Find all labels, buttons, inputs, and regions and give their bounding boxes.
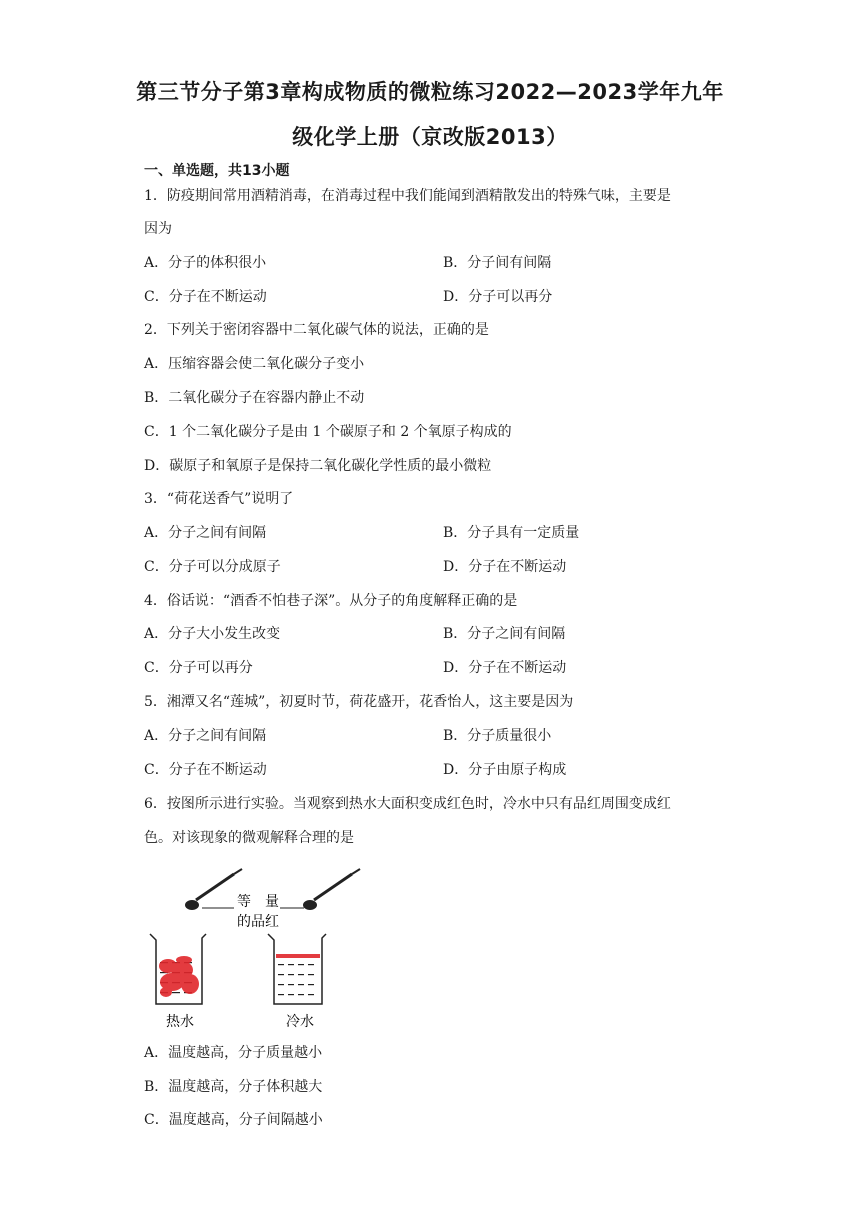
label-cold-water: 冷水 — [286, 1014, 314, 1030]
q3-option-c: C．分子可以分成原子 — [144, 559, 281, 575]
spoon-right-icon — [303, 869, 360, 910]
label-equal-amount: 等 量 — [237, 894, 279, 910]
cold-water-beaker — [268, 934, 326, 1004]
document-title-line-1: 第三节分子第3章构成物质的微粒练习2022—2023学年九年 — [136, 80, 724, 104]
q2-option-b: B．二氧化碳分子在容器内静止不动 — [144, 390, 365, 406]
q4-stem: 4．俗话说：“酒香不怕巷子深”。从分子的角度解释正确的是 — [144, 593, 518, 609]
label-pinkish-red: 的品红 — [237, 914, 279, 930]
q6-option-b: B．温度越高，分子体积越大 — [144, 1079, 323, 1095]
q5-option-a: A．分子之间有间隔 — [144, 728, 267, 744]
dye-surface-cold — [276, 954, 320, 958]
q4-option-c: C．分子可以再分 — [144, 660, 253, 676]
q3-option-a: A．分子之间有间隔 — [144, 525, 267, 541]
q2-option-c: C．1 个二氧化碳分子是由 1 个碳原子和 2 个氧原子构成的 — [144, 424, 512, 440]
label-hot-water: 热水 — [166, 1014, 194, 1030]
q1-option-a: A．分子的体积很小 — [144, 255, 267, 271]
q4-option-a: A．分子大小发生改变 — [144, 626, 281, 642]
q2-option-d: D．碳原子和氧原子是保持二氧化碳化学性质的最小微粒 — [144, 458, 492, 474]
q6-option-c: C．温度越高，分子间隔越小 — [144, 1112, 323, 1128]
section-heading: 一、单选题，共13小题 — [144, 163, 290, 179]
q6-stem-cont: 色。对该现象的微观解释合理的是 — [144, 830, 354, 846]
q3-option-d: D．分子在不断运动 — [443, 559, 567, 575]
q6-option-a: A．温度越高，分子质量越小 — [144, 1045, 323, 1061]
q5-option-b: B．分子质量很小 — [443, 728, 552, 744]
q3-stem: 3．“荷花送香气”说明了 — [144, 491, 294, 507]
spoon-left-icon — [185, 869, 242, 910]
experiment-figure — [144, 864, 374, 1034]
q2-stem: 2．下列关于密闭容器中二氧化碳气体的说法，正确的是 — [144, 322, 489, 338]
q3-option-b: B．分子具有一定质量 — [443, 525, 580, 541]
q1-option-c: C．分子在不断运动 — [144, 289, 267, 305]
q2-option-a: A．压缩容器会使二氧化碳分子变小 — [144, 356, 365, 372]
q1-option-b: B．分子间有间隔 — [443, 255, 552, 271]
hot-water-beaker — [150, 934, 206, 1004]
q1-option-d: D．分子可以再分 — [443, 289, 553, 305]
beaker-diagram — [144, 864, 374, 1034]
q5-option-c: C．分子在不断运动 — [144, 762, 267, 778]
q5-stem: 5．湘潭又名“莲城”，初夏时节，荷花盛开，花香怡人，这主要是因为 — [144, 694, 574, 710]
q1-stem-cont: 因为 — [144, 221, 172, 237]
q1-stem: 1．防疫期间常用酒精消毒，在消毒过程中我们能闻到酒精散发出的特殊气味，主要是 — [144, 188, 671, 204]
q5-option-d: D．分子由原子构成 — [443, 762, 567, 778]
document-title-line-2: 级化学上册（京改版2013） — [292, 125, 568, 149]
q6-stem: 6．按图所示进行实验。当观察到热水大面积变成红色时，冷水中只有品红周围变成红 — [144, 796, 671, 812]
q4-option-d: D．分子在不断运动 — [443, 660, 567, 676]
q4-option-b: B．分子之间有间隔 — [443, 626, 566, 642]
